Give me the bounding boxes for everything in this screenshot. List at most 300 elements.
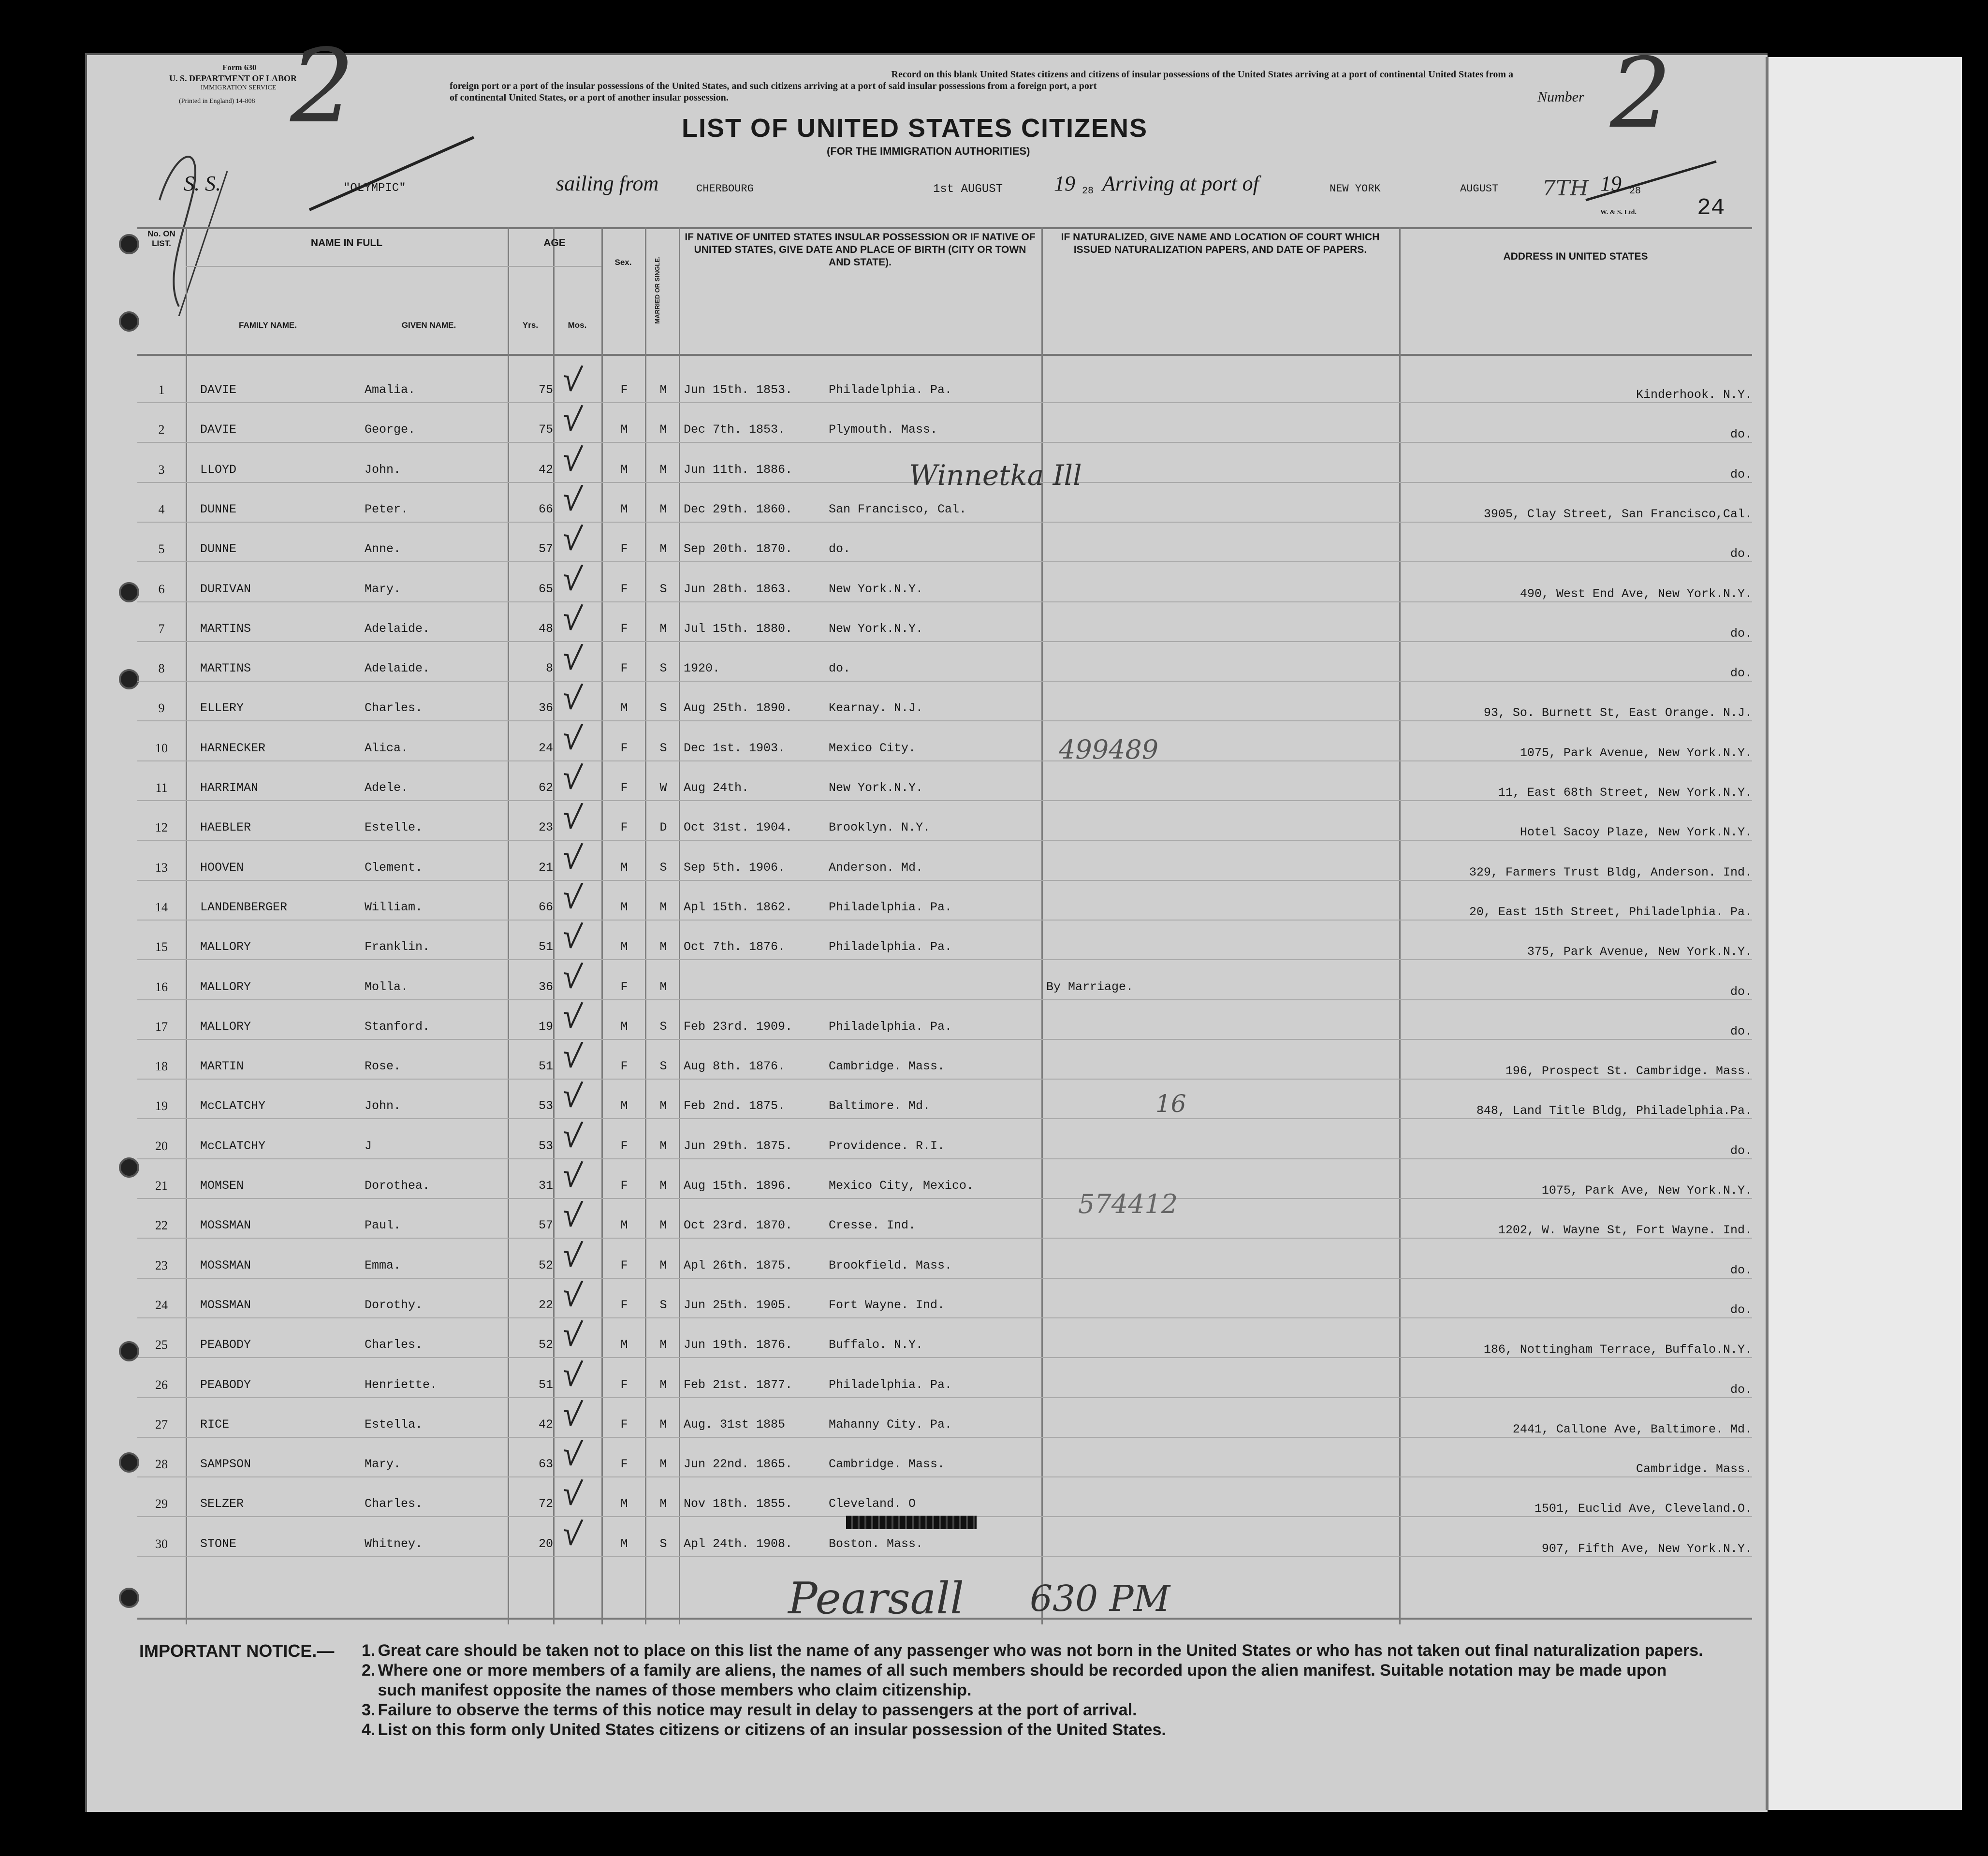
table-rule [137,354,1752,356]
punch-hole [119,1588,139,1608]
header-name: NAME IN FULL [310,237,383,248]
check-mark-icon: √ [560,1036,584,1076]
cell-ms: M [659,502,667,516]
row-rule [137,920,1752,921]
cell-no: 8 [158,661,165,675]
cell-ms: S [659,701,667,715]
intro-line: Record on this blank United States citizens and citizens of insular possessions of the United States arriving at a port of continental United States from a [891,69,1513,80]
cell-place: Kearnay. N.J. [829,701,923,715]
cell-sex: M [620,502,628,516]
cell-place: Cambridge. Mass. [829,1059,945,1073]
cell-place: Cresse. Ind. [829,1218,916,1232]
cell-addr: 196, Prospect St. Cambridge. Mass. [1505,1064,1752,1078]
cell-family: SAMPSON [200,1457,251,1471]
cell-place: do. [829,661,851,675]
cell-sex: M [620,701,628,715]
cell-place: Mahanny City. Pa. [829,1418,952,1432]
cell-place: New York.N.Y. [829,781,923,795]
cell-date: Nov 18th. 1855. [684,1497,793,1511]
cell-age: 51 [538,1059,553,1073]
cell-family: MOSSMAN [200,1298,251,1312]
cell-age: 63 [538,1457,553,1471]
cell-sex: M [620,940,628,954]
column-rule [186,227,187,1624]
number-value: 2 [1610,37,1672,150]
cell-ms: S [659,1537,667,1551]
punch-hole [119,1341,139,1361]
cell-sex: F [620,1179,628,1193]
check-mark-icon: √ [560,1235,584,1275]
cell-sex: M [620,423,628,437]
check-mark-icon: √ [560,1354,584,1395]
cell-no: 3 [158,463,165,477]
check-mark-icon: √ [560,1473,584,1514]
cell-no: 10 [155,741,168,755]
cell-age: 66 [538,502,553,516]
row-rule [137,1198,1752,1199]
cell-age: 42 [538,1418,553,1432]
cell-given: Adele. [365,781,409,795]
cell-addr: 1075, Park Avenue, New York.N.Y. [1520,746,1752,760]
row-rule [137,880,1752,881]
notice-item: 4. List on this form only United States citizens or citizens of an insular possession of the United States. [362,1721,1166,1739]
year-suffix: 28 [1082,186,1094,197]
cell-sex: F [620,781,628,795]
cell-no: 2 [158,423,165,437]
header-no: No. ON LIST. [147,229,175,248]
cell-date: Apl 24th. 1908. [684,1537,793,1551]
cell-place: Mexico City, Mexico. [829,1179,974,1193]
cell-ms: M [659,463,667,477]
check-mark-icon: √ [560,1155,584,1196]
cell-place: Philadelphia. Pa. [829,383,952,397]
header-sex: Sex. [614,258,632,267]
row-rule [137,601,1752,602]
check-mark-icon: √ [560,1075,584,1116]
cell-no: 14 [155,900,168,914]
header-family: FAMILY NAME. [239,321,297,330]
cell-sex: F [620,383,628,397]
header-native: IF NATIVE OF UNITED STATES INSULAR POSSESSION OR IF NATIVE OF UNITED STATES, GIVE DATE AND PLACE OF BIRTH (CITY OR TOWN AND STATE). [685,232,1036,268]
cell-no: 13 [155,861,168,875]
cell-given: Adelaide. [365,622,430,636]
cell-family: DUNNE [200,502,237,516]
cell-given: John. [365,463,401,477]
row-rule [137,1556,1752,1557]
cell-family: PEABODY [200,1338,251,1352]
cell-place: do. [829,542,851,556]
cell-age: 62 [538,781,553,795]
check-mark-icon: √ [560,1115,584,1156]
cell-ms: M [659,622,667,636]
cell-given: Henriette. [365,1378,438,1392]
cell-sex: M [620,1218,628,1232]
cell-addr: do. [1730,547,1752,561]
cell-given: Rose. [365,1059,401,1073]
row-rule [137,681,1752,682]
column-rule [601,227,603,1624]
check-mark-icon: √ [560,1394,584,1434]
check-mark-icon: √ [560,479,584,519]
row-rule [137,1278,1752,1279]
cell-age: 36 [538,980,553,994]
arrival-month: AUGUST [1460,183,1499,195]
check-mark-icon: √ [560,638,584,678]
printer-mark: W. & S. Ltd. [1600,209,1637,216]
cell-no: 23 [155,1258,168,1272]
handwritten-signature: Pearsall [788,1573,964,1624]
cell-given: George. [365,423,416,437]
cell-given: Emma. [365,1258,401,1272]
cell-addr: 375, Park Avenue, New York.N.Y. [1527,945,1752,959]
check-mark-icon: √ [560,359,584,400]
cell-ms: S [659,741,667,755]
cell-no: 22 [155,1218,168,1232]
cell-sex: F [620,1418,628,1432]
cell-family: MALLORY [200,940,251,954]
handwritten-time: 630 PM [1030,1578,1170,1620]
cell-place: Boston. Mass. [829,1537,923,1551]
check-mark-icon: √ [560,677,584,718]
cell-date: Sep 5th. 1906. [684,861,786,875]
row-rule [137,442,1752,443]
row-rule [137,641,1752,642]
cell-family: MALLORY [200,1020,251,1034]
cell-family: McCLATCHY [200,1139,266,1153]
cell-given: John. [365,1099,401,1113]
cell-family: MARTINS [200,661,251,675]
arriving-label: Arriving at port of [1102,172,1259,195]
cell-given: Alica. [365,741,409,755]
cell-addr: Hotel Sacoy Plaze, New York.N.Y. [1520,825,1752,839]
cell-given: Whitney. [365,1537,423,1551]
cell-family: DURIVAN [200,582,251,596]
check-mark-icon: √ [560,757,584,798]
year-prefix-2: 19 [1600,172,1622,195]
cell-ms: S [659,582,667,596]
cell-place: Providence. R.I. [829,1139,945,1153]
cell-ms: M [659,1338,667,1352]
cell-addr: 11, East 68th Street, New York.N.Y. [1498,786,1752,800]
cell-family: MOMSEN [200,1179,244,1193]
cell-sex: F [620,582,628,596]
cell-date: Aug 8th. 1876. [684,1059,786,1073]
cell-addr: do. [1730,427,1752,441]
cell-ms: M [659,980,667,994]
cell-given: Mary. [365,582,401,596]
cell-given: Peter. [365,502,409,516]
page-number: 24 [1697,195,1725,221]
ship-name: "OLYMPIC" [343,182,406,195]
cell-no: 5 [158,542,165,556]
cell-family: HARNECKER [200,741,266,755]
check-mark-icon: √ [560,558,584,599]
punch-hole [119,1452,139,1473]
cell-addr: 907, Fifth Ave, New York.N.Y. [1541,1542,1752,1556]
cell-age: 72 [538,1497,553,1511]
cell-age: 20 [538,1537,553,1551]
row-rule [137,1437,1752,1438]
cell-ms: S [659,1020,667,1034]
cell-nat: By Marriage. [1046,980,1134,994]
cell-sex: F [620,1139,628,1153]
intro-text [450,69,1513,103]
cell-date: Jun 29th. 1875. [684,1139,793,1153]
cell-ms: D [659,820,667,834]
cell-age: 57 [538,1218,553,1232]
cell-age: 22 [538,1298,553,1312]
cell-addr: 1501, Euclid Ave, Cleveland.O. [1534,1502,1752,1516]
cell-place: Philadelphia. Pa. [829,940,952,954]
cell-ms: M [659,1418,667,1432]
cell-ms: M [659,423,667,437]
cell-age: 31 [538,1179,553,1193]
cell-date: Aug 15th. 1896. [684,1179,793,1193]
cell-family: HAEBLER [200,820,251,834]
cell-date: Aug. 31st 1885 [684,1418,786,1432]
cell-no: 21 [155,1179,168,1193]
row-rule [137,760,1752,761]
year-suffix-2: 28 [1629,186,1641,197]
cell-age: 24 [538,741,553,755]
row-rule [137,1079,1752,1080]
cell-date: Dec 1st. 1903. [684,741,786,755]
cell-age: 23 [538,820,553,834]
cell-ms: M [659,1258,667,1272]
cell-date: Dec 7th. 1853. [684,423,786,437]
cell-given: Estelle. [365,820,423,834]
cell-family: DUNNE [200,542,237,556]
cell-age: 75 [538,383,553,397]
cell-family: MOSSMAN [200,1218,251,1232]
cell-given: Franklin. [365,940,430,954]
cell-sex: F [620,1457,628,1471]
cell-age: 65 [538,582,553,596]
cell-ms: W [659,781,667,795]
handwritten-number: 574412 [1078,1189,1178,1219]
check-mark-icon: √ [560,1433,584,1474]
arrival-port: NEW YORK [1330,183,1381,195]
cell-addr: Kinderhook. N.Y. [1636,388,1752,402]
from-port: CHERBOURG [696,183,754,195]
cell-date: Feb 21st. 1877. [684,1378,793,1392]
column-rule [1041,227,1043,1624]
cell-no: 16 [155,980,168,994]
service: IMMIGRATION SERVICE [201,84,277,91]
cell-age: 48 [538,622,553,636]
row-rule [137,800,1752,801]
handwritten-place: Winnetka Ill [909,459,1082,492]
column-rule [1399,227,1401,1624]
cell-date: Jun 28th. 1863. [684,582,793,596]
handwritten-number: 16 [1155,1090,1186,1118]
cell-place: Buffalo. N.Y. [829,1338,923,1352]
cell-place: Brooklyn. N.Y. [829,820,931,834]
cell-family: STONE [200,1537,237,1551]
cell-sex: M [620,900,628,914]
cell-date: 1920. [684,661,720,675]
check-mark-icon: √ [560,916,584,957]
cell-age: 51 [538,940,553,954]
table-rule [508,266,601,267]
cell-date: Dec 29th. 1860. [684,502,793,516]
cell-given: Amalia. [365,383,416,397]
row-rule [137,1158,1752,1159]
check-mark-icon: √ [560,837,584,877]
cell-given: Dorothy. [365,1298,423,1312]
cell-sex: M [620,1099,628,1113]
cell-sex: F [620,622,628,636]
cell-age: 53 [538,1139,553,1153]
cell-ms: M [659,1099,667,1113]
row-rule [137,1357,1752,1358]
notice-item: 3. Failure to observe the terms of this notice may result in delay to passengers at the port of arrival. [362,1701,1137,1719]
cell-family: HARRIMAN [200,781,259,795]
cell-family: LANDENBERGER [200,900,288,914]
cell-age: 52 [538,1258,553,1272]
sailing-label: sailing from [556,172,659,195]
cell-age: 66 [538,900,553,914]
header-given: GIVEN NAME. [401,321,456,330]
redaction-bar [846,1516,977,1529]
cell-sex: F [620,980,628,994]
cell-age: 51 [538,1378,553,1392]
cell-given: Dorothea. [365,1179,430,1193]
cell-family: HOOVEN [200,861,244,875]
cell-given: Paul. [365,1218,401,1232]
header-age: AGE [543,237,566,248]
cell-sex: M [620,1497,628,1511]
cell-family: SELZER [200,1497,244,1511]
cell-ms: M [659,1139,667,1153]
cell-no: 30 [155,1537,168,1551]
cell-addr: 20, East 15th Street, Philadelphia. Pa. [1469,905,1752,919]
cell-family: MOSSMAN [200,1258,251,1272]
cell-ms: M [659,1497,667,1511]
check-mark-icon: √ [560,797,584,837]
cell-date: Jun 15th. 1853. [684,383,793,397]
cell-family: RICE [200,1418,230,1432]
cell-family: DAVIE [200,383,237,397]
cell-no: 1 [158,383,165,397]
cell-place: Philadelphia. Pa. [829,900,952,914]
cell-family: MARTINS [200,622,251,636]
cell-place: Plymouth. Mass. [829,423,938,437]
cell-addr: 490, West End Ave, New York.N.Y. [1520,587,1752,601]
check-mark-icon: √ [560,1314,584,1355]
header-naturalized: IF NATURALIZED, GIVE NAME AND LOCATION OF COURT WHICH ISSUED NATURALIZATION PAPERS, AND DATE OF PAPERS. [1061,232,1380,255]
intro-line: foreign port or a port of the insular possessions of the United States, and such citizens arriving at a port of said insular possessions from a foreign port, a port [450,81,1097,91]
cell-date: Oct 31st. 1904. [684,820,793,834]
cell-given: J [365,1139,372,1153]
adjacent-page-edge [1766,57,1962,1810]
cell-no: 29 [155,1497,168,1511]
cell-given: William. [365,900,423,914]
cell-date: Aug 25th. 1890. [684,701,793,715]
list-mark-handwritten: 2 [290,27,355,146]
cell-given: Molla. [365,980,409,994]
cell-date: Apl 26th. 1875. [684,1258,793,1272]
cell-age: 21 [538,861,553,875]
ss-label: S. S. [184,172,221,195]
cell-given: Charles. [365,1338,423,1352]
number-label: Number [1537,89,1584,105]
cell-place: Cleveland. O [829,1497,916,1511]
cell-given: Stanford. [365,1020,430,1034]
cell-sex: M [620,1338,628,1352]
cell-date: Apl 15th. 1862. [684,900,793,914]
cell-place: New York.N.Y. [829,622,923,636]
cell-sex: M [620,1537,628,1551]
row-rule [137,402,1752,403]
cell-sex: F [620,820,628,834]
cell-ms: M [659,1218,667,1232]
cell-sex: F [620,1378,628,1392]
row-rule [137,1118,1752,1119]
cell-no: 28 [155,1457,168,1471]
header-married: MARRIED OR SINGLE. [654,256,661,324]
cell-ms: S [659,661,667,675]
printed-note: (Printed in England) 14-808 [179,98,255,105]
cell-ms: S [659,1298,667,1312]
column-rule [553,227,555,1624]
notice-item: 2. Where one or more members of a family are aliens, the names of all such members should be recorded upon the alien manifest. Suitable notation may be made upon [362,1661,1667,1680]
cell-family: McCLATCHY [200,1099,266,1113]
cell-age: 8 [545,661,553,675]
cell-place: San Francisco, Cal. [829,502,967,516]
punch-hole [119,1157,139,1178]
cell-ms: M [659,1179,667,1193]
cell-place: Mexico City. [829,741,916,755]
cell-addr: 1075, Park Ave, New York.N.Y. [1541,1184,1752,1198]
check-mark-icon: √ [560,956,584,997]
cell-place: Fort Wayne. Ind. [829,1298,945,1312]
cell-given: Estella. [365,1418,423,1432]
column-rule [645,227,646,1624]
row-rule [137,1039,1752,1040]
cell-addr: do. [1730,1024,1752,1038]
table-rule [137,227,1752,229]
cell-sex: F [620,542,628,556]
row-rule [137,959,1752,960]
cell-sex: F [620,1258,628,1272]
notice-item: 1. Great care should be taken not to place on this list the name of any passenger who was not born in the United States or who has not taken out final naturalization papers. [362,1641,1703,1660]
cell-given: Charles. [365,1497,423,1511]
header-mos: Mos. [568,321,587,330]
row-rule [137,720,1752,721]
cell-no: 25 [155,1338,168,1352]
cell-family: MARTIN [200,1059,244,1073]
cell-date: Oct 23rd. 1870. [684,1218,793,1232]
cell-date: Aug 24th. [684,781,749,795]
cell-sex: M [620,861,628,875]
cell-addr: do. [1730,1144,1752,1158]
cell-addr: 1202, W. Wayne St, Fort Wayne. Ind. [1498,1223,1752,1237]
cell-family: MALLORY [200,980,251,994]
cell-ms: S [659,861,667,875]
cell-place: Anderson. Md. [829,861,923,875]
cell-addr: do. [1730,1263,1752,1277]
cell-addr: Cambridge. Mass. [1636,1462,1752,1476]
cell-date: Jun 11th. 1886. [684,463,793,477]
cell-sex: F [620,661,628,675]
column-rule [508,227,509,1624]
row-rule [137,1317,1752,1318]
cell-given: Mary. [365,1457,401,1471]
check-mark-icon: √ [560,399,584,439]
cell-age: 57 [538,542,553,556]
cell-addr: do. [1730,627,1752,641]
